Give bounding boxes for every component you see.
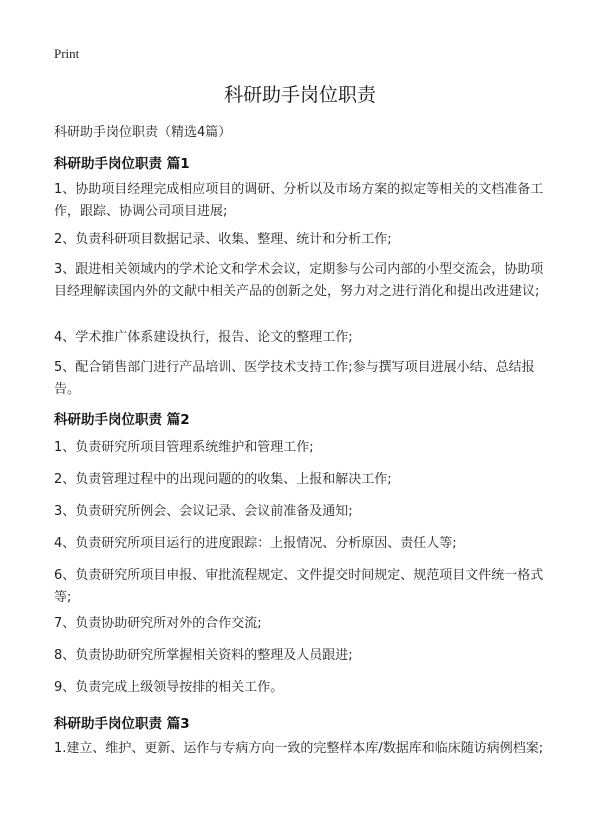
document-title: 科研助手岗位职责 (223, 84, 376, 106)
section-heading-2: 科研助手岗位职责 篇2 (54, 412, 190, 428)
list-item: 7、负责协助研究所对外的合作交流; (54, 616, 262, 631)
list-item: 4、负责研究所项目运行的进度跟踪：上报情况、分析原因、责任人等; (54, 536, 457, 551)
list-item: 4、学术推广体系建设执行，报告、论文的整理工作; (54, 330, 353, 345)
list-item: 1.建立、维护、更新、运作与专病方向一致的完整样本库/数据库和临床随访病例档案; (54, 741, 544, 756)
list-item: 8、负责协助研究所掌握相关资料的整理及人员跟进; (54, 648, 353, 663)
section-heading-1: 科研助手岗位职责 篇1 (54, 156, 190, 172)
document-subtitle: 科研助手岗位职责（精选4篇） (54, 125, 232, 140)
section-heading-3: 科研助手岗位职责 篇3 (54, 716, 190, 732)
list-item: 5、配合销售部门进行产品培训、医学技术支持工作;参与撰写项目进展小结、总结报告。 (54, 360, 535, 397)
list-item: 2、负责科研项目数据记录、收集、整理、统计和分析工作; (54, 232, 392, 247)
list-item: 3、负责研究所例会、会议记录、会议前准备及通知; (54, 504, 353, 519)
list-item: 3、跟进相关领域内的学术论文和学术会议，定期参与公司内部的小型交流会，协助项目经理解读国内外的文献中相关产品的创新之处，努力对之进行消化和提出改进建议; (54, 262, 544, 299)
print-label: Print (54, 46, 80, 61)
list-item: 1、负责研究所项目管理系统维护和管理工作; (54, 440, 314, 455)
list-item: 6、负责研究所项目申报、审批流程规定、文件提交时间规定、规范项目文件统一格式等; (54, 568, 544, 605)
list-item: 1、协助项目经理完成相应项目的调研、分析以及市场方案的拟定等相关的文档准备工作，跟踪、协调公司项目进展; (54, 182, 544, 219)
list-item: 2、负责管理过程中的出现问题的的收集、上报和解决工作; (54, 472, 392, 487)
list-item: 9、负责完成上级领导按排的相关工作。 (54, 680, 284, 695)
